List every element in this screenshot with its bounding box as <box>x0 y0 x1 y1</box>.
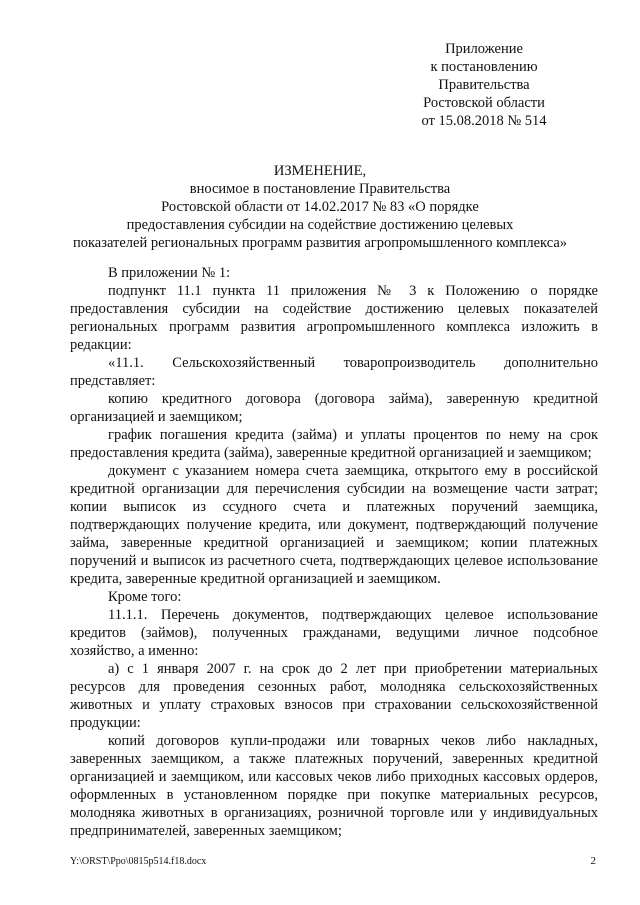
paragraph: Кроме того: <box>108 589 182 605</box>
title-line: вносимое в постановление Правительства <box>189 181 451 197</box>
paragraph: «11.1. Сельскохозяйственный товаропроизводитель дополнительно представляет: <box>70 355 598 389</box>
appendix-line: Приложение <box>445 41 523 57</box>
title-line: предоставления субсидии на содействие достижению целевых <box>126 217 514 233</box>
title-heading: ИЗМЕНЕНИЕ, <box>273 163 367 179</box>
appendix-line: Ростовской области <box>423 95 545 111</box>
paragraph: график погашения кредита (займа) и уплаты процентов по нему на срок предоставления кредита (займа), заверенные кредитной организацией и заемщиком; <box>70 427 598 461</box>
document-body <box>70 264 598 840</box>
footer-file-path: Y:\ORST\Ppo\0815p514.f18.docx <box>70 856 207 867</box>
paragraph: документ с указанием номера счета заемщика, открытого ему в российской кредитной организации для перечисления субсидии на возмещение части затрат; копии выписок из ссудного счета и платежных поручений заемщика, подтверждающих получение кредита, или документ, подтверждающий получение займа, заверенные кредитной организацией и заемщиком; копии платежных поручений и выписок из расчетного счета, подтверждающих целевое использование кредита, заверенные кредитной организацией и заемщиком. <box>70 463 598 587</box>
title-line: показателей региональных программ развития агропромышленного комплекса» <box>72 235 568 251</box>
paragraph: В приложении № 1: <box>108 265 231 281</box>
page-number: 2 <box>590 855 596 867</box>
paragraph: подпункт 11.1 пункта 11 приложения № 3 к Положению о порядке предоставления субсидии на содействие достижению целевых показателей региональных программ развития агропромышленного комплекса изложить в редакции: <box>70 283 598 353</box>
document-title <box>60 162 580 252</box>
appendix-line: от 15.08.2018 № 514 <box>421 113 547 129</box>
paragraph: копий договоров купли-продажи или товарных чеков либо накладных, заверенных заемщиком, а также платежных поручений, заверенных кредитной организацией и заемщиком, или кассовых чеков либо приходных кассовых ордеров, оформленных в установленном порядке при покупке материальных ресурсов, молодняка животных в организациях, розничной торговле или у индивидуальных предпринимателей, заверенных заемщиком; <box>70 733 598 839</box>
title-line: Ростовской области от 14.02.2017 № 83 «О порядке <box>161 199 479 215</box>
appendix-stamp <box>384 40 584 130</box>
appendix-line: к постановлению <box>430 59 538 75</box>
paragraph: а) с 1 января 2007 г. на срок до 2 лет при приобретении материальных ресурсов для проведения сезонных работ, молодняка сельскохозяйственных животных и уплату страховых взносов при страховании сельскохозяйственной продукции: <box>70 661 598 731</box>
paragraph: копию кредитного договора (договора займа), заверенную кредитной организацией и заемщиком; <box>70 391 598 425</box>
paragraph: 11.1.1. Перечень документов, подтверждающих целевое использование кредитов (займов), полученных гражданами, ведущими личное подсобное хозяйство, а именно: <box>70 607 598 659</box>
appendix-line: Правительства <box>438 77 530 93</box>
